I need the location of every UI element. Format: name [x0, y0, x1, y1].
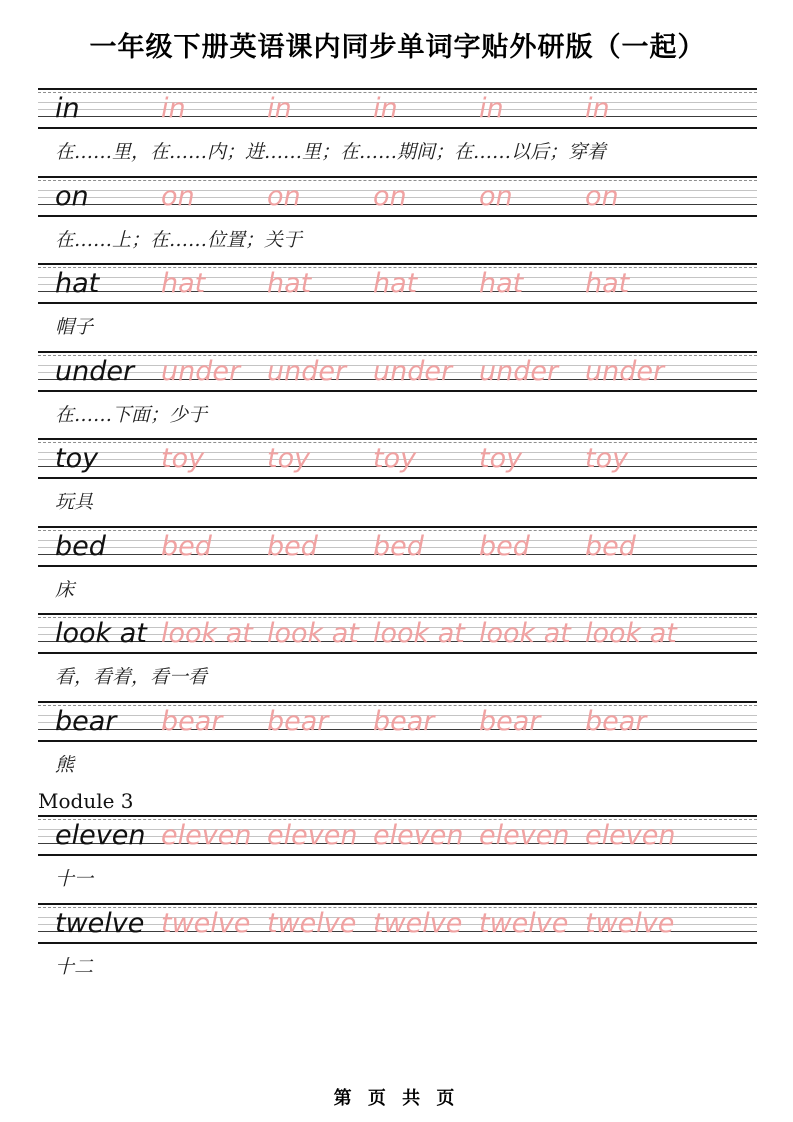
- trace-word: bear: [267, 705, 329, 737]
- handwriting-grid: [38, 701, 757, 742]
- model-word: look at: [55, 618, 147, 649]
- model-word: hat: [55, 268, 100, 299]
- trace-word: bed: [267, 530, 318, 562]
- word-translation: 十二: [55, 955, 94, 978]
- trace-word: in: [373, 93, 398, 124]
- word-entry: [38, 701, 757, 816]
- trace-word: look at: [479, 618, 571, 649]
- trace-word: bed: [373, 530, 424, 562]
- trace-word: twelve: [373, 907, 463, 939]
- trace-word: on: [267, 180, 301, 212]
- trace-word: look at: [267, 618, 359, 649]
- trace-words: [55, 265, 757, 297]
- word-translation: 在……下面；少于: [55, 403, 208, 426]
- trace-words: [55, 528, 757, 560]
- trace-word: eleven: [585, 820, 676, 851]
- word-entry: [38, 815, 757, 903]
- trace-word: look at: [161, 618, 253, 649]
- trace-words: [55, 703, 757, 735]
- word-entry: [38, 613, 757, 701]
- trace-word: hat: [585, 268, 630, 299]
- trace-word: under: [479, 355, 559, 387]
- handwriting-grid: [38, 815, 757, 856]
- word-translation: 熊: [55, 753, 75, 776]
- trace-word: bed: [479, 530, 530, 562]
- handwriting-grid: [38, 351, 757, 392]
- word-entry: [38, 351, 757, 439]
- trace-word: on: [585, 180, 619, 212]
- model-word: bed: [55, 530, 106, 562]
- trace-word: bed: [585, 530, 636, 562]
- model-word: toy: [55, 443, 99, 474]
- model-word: under: [55, 355, 135, 387]
- trace-word: under: [267, 355, 347, 387]
- trace-words: [55, 817, 757, 849]
- trace-word: on: [373, 180, 407, 212]
- trace-word: toy: [585, 443, 629, 474]
- trace-word: on: [479, 180, 513, 212]
- word-translation: 帽子: [55, 316, 94, 338]
- trace-word: toy: [479, 443, 523, 474]
- trace-word: toy: [267, 443, 311, 474]
- trace-word: eleven: [479, 820, 570, 851]
- trace-word: under: [585, 355, 665, 387]
- page-footer: 第 页 共 页: [333, 1088, 460, 1109]
- trace-word: twelve: [479, 907, 569, 939]
- word-list: [38, 88, 757, 990]
- handwriting-grid: [38, 263, 757, 304]
- trace-word: hat: [161, 268, 206, 299]
- trace-word: bear: [373, 705, 435, 737]
- model-word: twelve: [55, 907, 145, 939]
- handwriting-grid: [38, 88, 757, 129]
- word-translation: 床: [55, 578, 75, 601]
- trace-word: look at: [585, 618, 677, 649]
- word-translation: 在……上；在……位置；关于: [55, 228, 303, 251]
- trace-word: look at: [373, 618, 465, 649]
- handwriting-grid: [38, 176, 757, 217]
- word-entry: [38, 903, 757, 991]
- trace-words: [55, 353, 757, 385]
- trace-word: hat: [373, 268, 418, 299]
- trace-word: toy: [373, 443, 417, 474]
- trace-word: on: [161, 180, 195, 212]
- trace-word: bear: [585, 705, 647, 737]
- trace-word: in: [161, 93, 186, 124]
- word-entry: [38, 526, 757, 614]
- handwriting-grid: [38, 526, 757, 567]
- trace-words: [55, 178, 757, 210]
- trace-word: eleven: [161, 820, 252, 851]
- model-word: on: [55, 180, 89, 212]
- word-entry: [38, 88, 757, 176]
- page-title: 一年级下册英语课内同步单词字贴外研版（一起）: [89, 32, 706, 63]
- word-entry: [38, 176, 757, 264]
- trace-words: [55, 90, 757, 122]
- trace-word: eleven: [267, 820, 358, 851]
- trace-words: [55, 905, 757, 937]
- trace-word: toy: [161, 443, 205, 474]
- handwriting-grid: [38, 438, 757, 479]
- trace-words: [55, 615, 757, 647]
- word-translation: 玩具: [55, 491, 94, 513]
- model-word: eleven: [55, 820, 146, 851]
- trace-word: bed: [161, 530, 212, 562]
- trace-word: in: [585, 93, 610, 124]
- trace-word: in: [479, 93, 504, 124]
- trace-word: hat: [267, 268, 312, 299]
- trace-word: bear: [161, 705, 223, 737]
- trace-word: twelve: [585, 907, 675, 939]
- trace-word: under: [373, 355, 453, 387]
- trace-words: [55, 440, 757, 472]
- word-translation: 在……里，在……内；进……里；在……期间；在……以后；穿着: [55, 141, 607, 163]
- module-heading: Module 3: [38, 789, 134, 813]
- word-entry: [38, 438, 757, 526]
- trace-word: twelve: [267, 907, 357, 939]
- trace-word: hat: [479, 268, 524, 299]
- word-translation: 看，看着，看一看: [55, 666, 208, 688]
- model-word: bear: [55, 705, 117, 737]
- handwriting-grid: [38, 613, 757, 654]
- handwriting-grid: [38, 903, 757, 944]
- trace-word: twelve: [161, 907, 251, 939]
- word-entry: [38, 263, 757, 351]
- word-translation: 十一: [55, 868, 94, 890]
- trace-word: under: [161, 355, 241, 387]
- model-word: in: [55, 93, 80, 124]
- trace-word: bear: [479, 705, 541, 737]
- trace-word: in: [267, 93, 292, 124]
- trace-word: eleven: [373, 820, 464, 851]
